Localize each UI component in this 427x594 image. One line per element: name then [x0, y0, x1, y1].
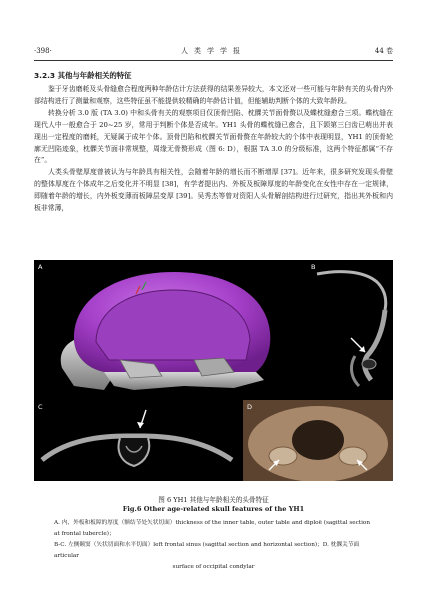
- panel-d: [243, 400, 393, 481]
- header-rule: [34, 60, 393, 61]
- panel-b: [307, 260, 393, 398]
- legend-line-bc: B-C. 左侧颞窦（矢状切面和水平切面）left frontal sinus (sagittal section and horizontal section)；D. 枕髁关节面 articular: [54, 542, 360, 559]
- volume-number: 44 卷: [374, 47, 393, 55]
- panel-a-label: A: [38, 263, 43, 271]
- paragraph-3: 人类头骨壁厚度曾被认为与年龄具有相关性，会随着年龄的增长而不断增厚 [37]。近年来，很多研究发现头骨壁的整体厚度在个体成年之后变化并不明显 [38]，有学者提出内、外板及板障厚度的年龄变化在女性中存在一定规律，即随着年龄的增长，内外板变薄而板障层变厚 [39]。吴秀杰等曾对资阳人头骨解剖结构进行过研究，指出其外板和内板非常薄，: [34, 168, 393, 213]
- legend-line-d: surface of occipital condylar: [172, 564, 255, 570]
- paragraph-1: 鉴于牙齿磨耗及头骨缝愈合程度两种年龄估计方法获得的结果差异较大，本文还对一些可能与年龄有关的头骨内外部结构进行了测量和观察，这些特征虽不能提供较精确的年龄估计值，但能辅助判断个体的大致年龄段。: [34, 85, 393, 105]
- panel-d-label: D: [247, 403, 253, 411]
- ct-sagittal-image: [307, 260, 393, 398]
- condyle-photo: [243, 400, 393, 481]
- running-header: [34, 44, 393, 58]
- panel-c: [34, 400, 241, 481]
- skull-3d-image: [34, 260, 305, 398]
- figure-6: [34, 260, 393, 481]
- legend-line-a: A. 内、外板和板障的厚度（额结节处矢状切面）thickness of the inner table, outer table and diploë (sagittal section at frontal tubercle)；: [54, 520, 370, 537]
- paragraph-2: 转换分析 3.0 版 (TA 3.0) 中和头骨有关的观察项目仅顶骨凹陷、枕髁关节面骨赘以及蝶枕缝愈合三项。蝶枕缝在现代人中一般愈合于 20~25 岁，常用于判断个体是否成年。YH1 头骨的蝶枕缝已愈合，且下颌第三臼齿已萌出并表现出一定程度的磨耗，无疑属于成年个体。顶骨凹陷和枕髁关节面骨赘在年龄较大的个体中表现明显，YH1 的顶骨轮廓无凹陷迹象，枕髁关节面非常规整，周缘无骨赘形成（图 6: D），根据 TA 3.0 的分级标准，这两个特征都属“不存在”。: [34, 108, 393, 165]
- figure-caption-english: Fig.6 Other age-related skull features of the YH1: [122, 505, 305, 513]
- body-text: [34, 84, 393, 215]
- figure-caption-chinese: 图 6 YH1 其他与年龄相关的头骨特征: [158, 496, 269, 504]
- section-heading: 3.2.3 其他与年龄相关的特征: [34, 71, 132, 80]
- ct-horizontal-image: [34, 400, 241, 481]
- journal-title: 人类学学报: [181, 47, 246, 55]
- figure-legend: [54, 518, 373, 573]
- panel-a: [34, 260, 305, 398]
- panel-c-label: C: [38, 403, 43, 411]
- page-number: ·398·: [34, 47, 52, 55]
- panel-b-label: B: [311, 263, 316, 271]
